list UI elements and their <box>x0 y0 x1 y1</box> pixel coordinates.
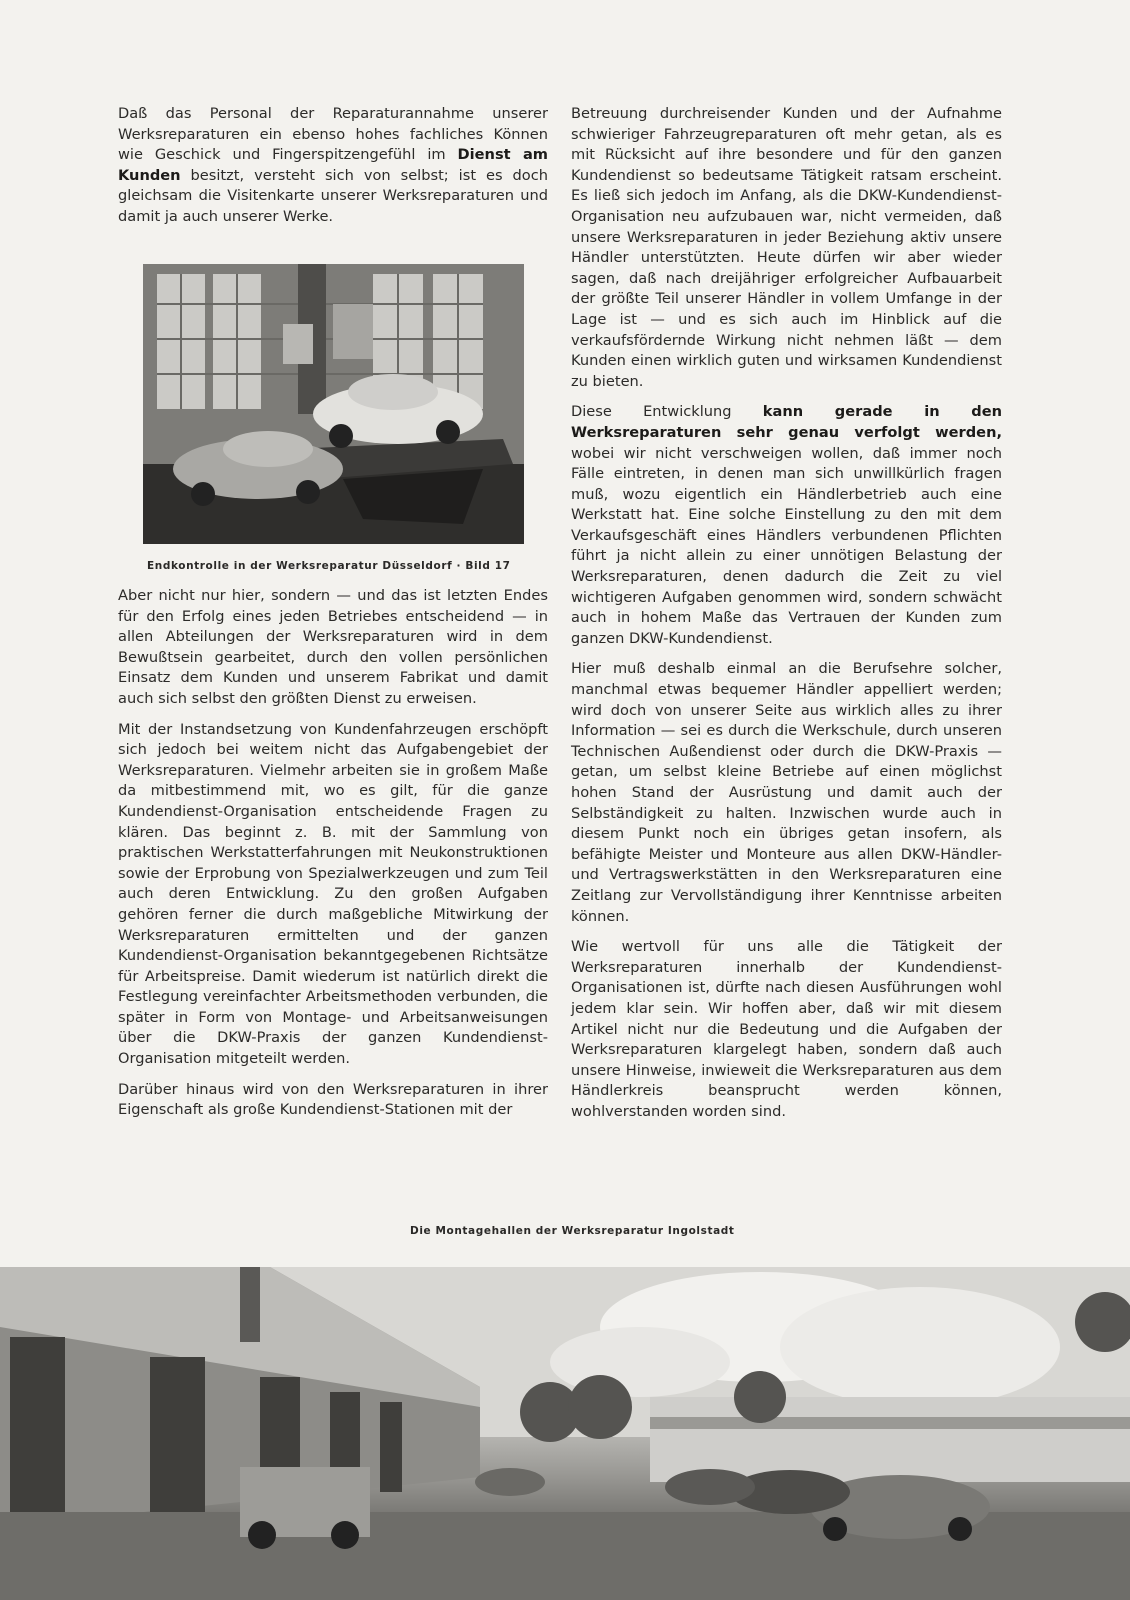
photo-endkontrolle-duesseldorf <box>143 264 524 544</box>
caption-bild-17: Endkontrolle in der Werksreparatur Düsseldorf · Bild 17 <box>147 560 511 572</box>
right-paragraph-2: Diese Entwicklung kann gerade in den Werksreparaturen sehr genau verfolgt werden, wobei wir nicht verschweigen wollen, daß immer noch Fälle eintreten, in denen man sich unwillkürlich fragen muß, wozu eigentlich ein Händlerbetrieb auch eine Werkstatt hat. Eine solche Einstellung zu den mit dem Verkaufsgeschäft eines Händlers verbundenen Pflichten führt ja nicht allein zu einer unnötigen Belastung der Werksreparaturen, denen dadurch die Zeit zu viel wichtigeren Aufgaben genommen wird, sondern schwächt auch in hohem Maße das Vertrauen der Kunden zum ganzen DKW-Kundendienst. <box>571 403 1003 647</box>
left-column-lower <box>118 586 548 1131</box>
left-paragraph-4: Darüber hinaus wird von den Werksreparaturen in ihrer Eigenschaft als große Kundendienst-Stationen mit der <box>118 1080 548 1119</box>
emphasis-werksreparaturen: kann gerade in den Werksreparaturen sehr genau verfolgt werden, <box>571 403 1003 441</box>
right-paragraph-3: Hier muß deshalb einmal an die Berufsehre solcher, manchmal etwas bequemer Händler appelliert werden; wird doch von unserer Seite aus wirklich alles zu ihrer Information — sei es durch die Werkschule, durch unseren Technischen Außendienst oder durch die DKW-Praxis — getan, um selbst kleine Betriebe auf einen möglichst hohen Stand der Ausrüstung und damit auch der Selbständigkeit zu halten. Inzwischen wurde auch in diesem Punkt noch ein übriges getan insofern, als befähigte Meister und Monteure aus allen DKW-Händler- und Vertragswerkstätten in den Werksreparaturen eine Zeitlang zur Vervollständigung ihrer Kenntnisse arbeiten können. <box>571 660 1002 925</box>
left-column <box>118 104 548 238</box>
panorama-illustration <box>0 1267 1130 1600</box>
left-paragraph-3: Mit der Instandsetzung von Kundenfahrzeugen erschöpft sich jedoch bei weitem nicht das Aufgabengebiet der Werksreparaturen. Vielmehr arbeiten sie in großem Maße da mitbestimmend mit, wo es gilt, für die ganze Kundendienst-Organisation entscheidende Fragen zu klären. Das beginnt z. B. mit der Sammlung von praktischen Werkstatterfahrungen mit Neukonstruktionen sowie der Erprobung von Spezialwerkzeugen und zum Teil auch deren Entwicklung. Zu den großen Aufgaben gehören ferner die durch maßgebliche Mitwirkung der Werksreparaturen ermittelten und der ganzen Kundendienst-Organisation bekanntgegebenen Richtsätze für Arbeitspreise. Damit wiederum ist natürlich direkt die Festlegung vereinfachter Arbeitsmethoden verbunden, die später in Form von Montage- und Arbeitsanweisungen über die DKW-Praxis der ganzen Kundendienst-Organisation mitgeteilt werden. <box>118 720 548 1068</box>
left-paragraph-1: Daß das Personal der Reparaturannahme unserer Werksreparaturen ein ebenso hohes fachliches Können wie Geschick und Fingerspitzengefühl im Dienst am Kunden besitzt, versteht sich von selbst; ist es doch gleichsam die Visitenkarte unserer Werksreparaturen und damit ja auch unserer Werke. <box>118 105 549 225</box>
workshop-illustration <box>143 264 524 544</box>
right-paragraph-1: Betreuung durchreisender Kunden und der Aufnahme schwieriger Fahrzeugreparaturen oft mehr getan, als es mit Rücksicht auf ihre besondere und für den ganzen Kundendienst so bedeutsame Tätigkeit ratsam erscheint. Es ließ sich jedoch im Anfang, als die DKW-Kundendienst-Organisation neu aufzubauen war, nicht vermeiden, daß unsere Werksreparaturen in jeder Beziehung aktiv unsere Händler unterstützten. Heute dürfen wir aber wieder sagen, daß nach dreijähriger erfolgreicher Aufbauarbeit der größte Teil unserer Händler in vollem Umfange in der Lage ist — und es sich auch im Hinblick auf die verkaufsfördernde Wirkung nicht nehmen läßt — dem Kunden einen wirklich guten und wirksamen Kundendienst zu bieten. <box>571 105 1002 390</box>
right-paragraph-4: Wie wertvoll für uns alle die Tätigkeit der Werksreparaturen innerhalb der Kundendienst-Organisationen ist, dürfte nach diesen Ausführungen wohl jedem klar sein. Wir hoffen aber, daß wir mit diesem Artikel nicht nur die Bedeutung und die Aufgaben der Werksreparaturen klargelegt haben, sondern daß auch unsere Hinweise, inwieweit die Werksreparaturen aus dem Händlerkreis beansprucht werden können, wohlverstanden worden sind. <box>571 938 1002 1120</box>
right-column <box>571 104 1002 1133</box>
left-paragraph-2: Aber nicht nur hier, sondern — und das ist letzten Endes für den Erfolg eines jeden Betriebes entscheidend — in allen Abteilungen der Werksreparaturen wird in dem Bewußtsein gearbeitet, durch den vollen persönlichen Einsatz dem Kunden und unserem Fabrikat und damit auch sich selbst den größten Dienst zu erweisen. <box>118 587 548 707</box>
caption-montagehallen-ingolstadt: Die Montagehallen der Werksreparatur Ingolstadt <box>410 1225 735 1237</box>
emphasis-dienst-am-kunden: Dienst am Kunden <box>118 146 549 184</box>
photo-montagehallen-ingolstadt <box>0 1267 1130 1600</box>
